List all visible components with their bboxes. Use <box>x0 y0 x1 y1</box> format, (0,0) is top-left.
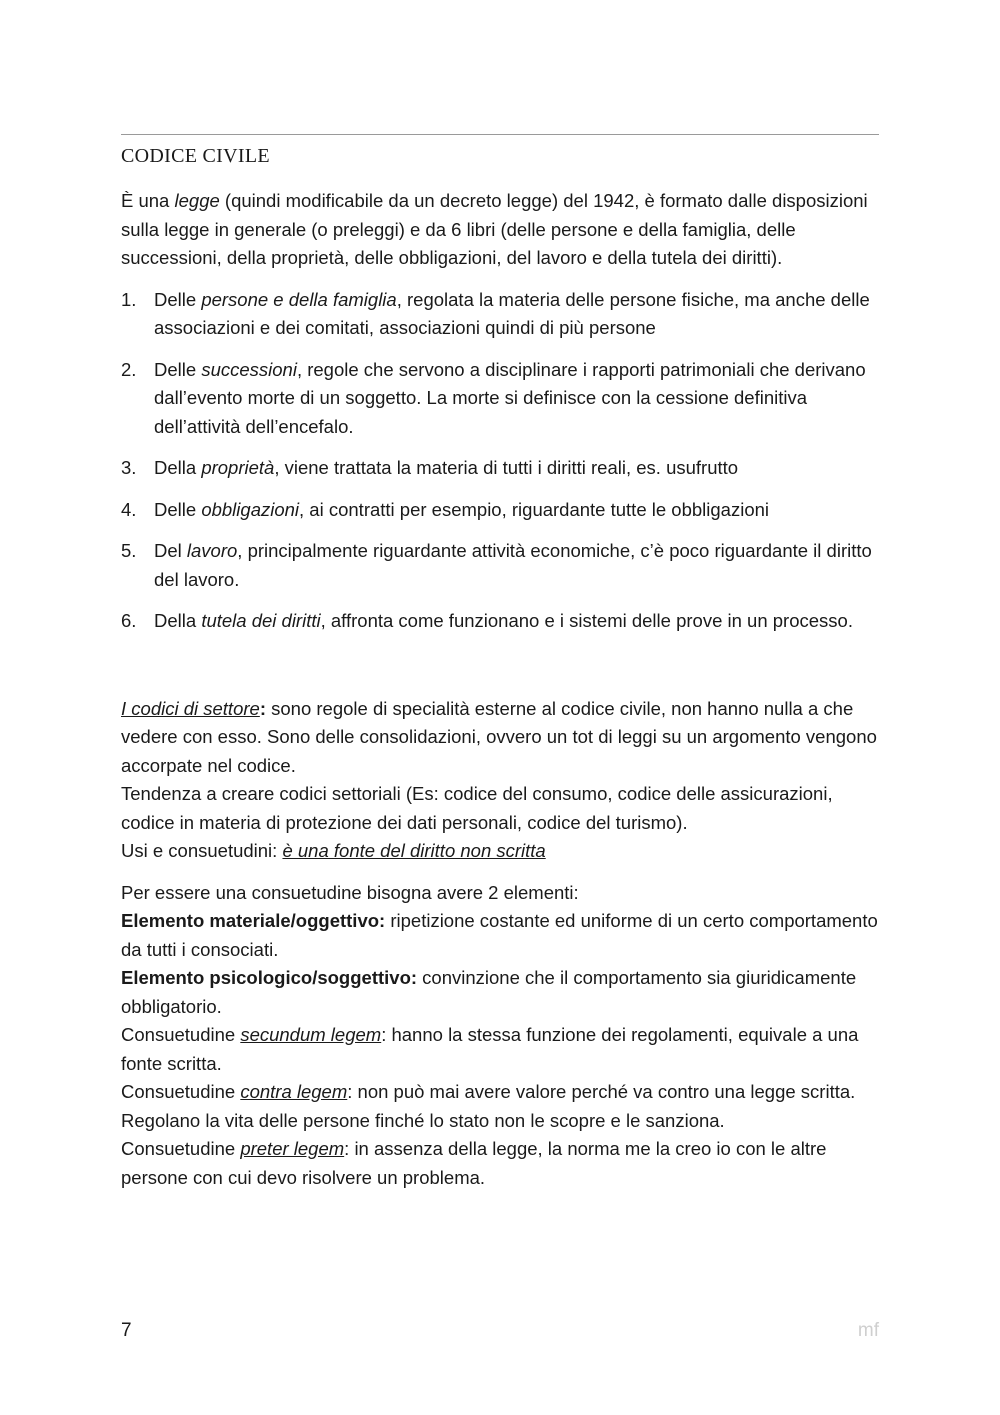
list-item-emphasis: persone e della famiglia <box>201 288 397 310</box>
spacer <box>121 649 879 695</box>
list-item-emphasis: proprietà <box>201 457 275 478</box>
list-item-text: , viene trattata la materia di tutti i diritti reali, es. usufrutto <box>274 457 739 478</box>
list-item <box>121 286 879 343</box>
list-item-pre: Della <box>154 610 202 631</box>
list-item-pre: Della <box>154 457 202 478</box>
list-item-text: , principalmente riguardante attività economiche, c’è poco riguardante il diritto del lavoro. <box>154 540 872 590</box>
list-item-emphasis: tutela dei diritti <box>201 610 321 631</box>
preter-pre: Consuetudine <box>121 1138 241 1159</box>
intro-text-end: (quindi modificabile da un decreto legge) del 1942, è formato dalle disposizioni sulla legge in generale (o preleggi) e da 6 libri (delle persone e della famiglia, delle successioni, della proprietà, delle obbligazioni, del lavoro e della tutela dei diritti). <box>121 190 868 268</box>
intro-paragraph <box>121 187 879 273</box>
material-element-text: ripetizione costante ed uniforme di un certo comportamento da tutti i consociati. <box>121 910 878 960</box>
secundum-pre: Consuetudine <box>121 1024 241 1045</box>
sector-codes-colon: : <box>259 697 266 719</box>
list-item-pre: Del <box>154 540 187 561</box>
page-number: 7 <box>121 1320 132 1341</box>
header-rule <box>121 134 879 135</box>
usi-paragraph <box>121 837 879 866</box>
footer-mark: mf <box>857 1320 879 1341</box>
list-item-number: 3. <box>121 457 137 478</box>
psych-element <box>121 964 879 1021</box>
list-item-number: 5. <box>121 540 137 561</box>
usi-label: Usi e consuetudini: <box>121 840 283 861</box>
list-item <box>121 356 879 442</box>
list-item-pre: Delle <box>154 358 202 380</box>
list-item-text: , regole che servono a disciplinare i rapporti patrimoniali che derivano dall’evento morte di un soggetto. La morte si definisce con la cessione definitiva dell’attività dell’encefalo. <box>154 358 866 437</box>
list-item-pre: Delle <box>154 288 202 310</box>
secundum-term: secundum legem <box>240 1024 382 1045</box>
secundum-legem <box>121 1021 879 1078</box>
secundum-text: : hanno la stessa funzione dei regolamenti, equivale a una fonte scritta. <box>121 1024 859 1074</box>
contra-text: : non può mai avere valore perché va contro una legge scritta. Regolano la vita delle persone finché lo stato non le scopre e le sanziona. <box>121 1081 856 1131</box>
psych-element-label: Elemento psicologico/soggettivo: <box>121 967 418 988</box>
list-item-emphasis: lavoro <box>186 540 238 561</box>
custom-intro: Per essere una consuetudine bisogna avere 2 elementi: <box>121 881 579 903</box>
preter-term: preter legem <box>240 1138 345 1159</box>
preter-legem <box>121 1135 879 1192</box>
contra-term: contra legem <box>240 1081 348 1102</box>
tendency-paragraph: Tendenza a creare codici settoriali (Es: codice del consumo, codice delle assicurazioni, codice in materia di protezione dei dati personali, codice del turismo). <box>121 783 833 833</box>
list-item-number: 4. <box>121 498 137 520</box>
sector-codes-paragraph <box>121 695 879 781</box>
material-element <box>121 907 879 964</box>
list-item <box>121 607 879 636</box>
list-item <box>121 496 879 525</box>
intro-text-start: È una <box>121 190 175 211</box>
list-item-emphasis: obbligazioni <box>201 498 300 520</box>
sector-codes-label: I codici di settore <box>121 697 260 719</box>
psych-element-text: convinzione che il comportamento sia giuridicamente obbligatorio. <box>121 967 857 1017</box>
list-item-text: , ai contratti per esempio, riguardante tutte le obbligazioni <box>299 498 770 520</box>
list-item-emphasis: successioni <box>201 358 297 380</box>
section-title: CODICE CIVILE <box>121 145 270 167</box>
list-item-number: 1. <box>121 288 137 310</box>
contra-legem <box>121 1078 879 1135</box>
list-item <box>121 454 879 483</box>
document-page <box>121 134 879 1192</box>
preter-text: : in assenza della legge, la norma me la creo io con le altre persone con cui devo risolvere un problema. <box>121 1138 827 1188</box>
list-item-pre: Delle <box>154 498 202 520</box>
books-list <box>121 286 879 636</box>
sector-codes-text: sono regole di specialità esterne al codice civile, non hanno nulla a che vedere con esso. Sono delle consolidazioni, ovvero un tot di leggi su un argomento vengono accorpate nel codice. <box>121 697 877 776</box>
list-item-text: , regolata la materia delle persone fisiche, ma anche delle associazioni e dei comitati, associazioni quindi di più persone <box>154 288 870 338</box>
list-item-number: 6. <box>121 610 137 631</box>
contra-pre: Consuetudine <box>121 1081 241 1102</box>
list-item <box>121 537 879 594</box>
usi-definition: è una fonte del diritto non scritta <box>282 840 546 861</box>
list-item-text: , affronta come funzionano e i sistemi delle prove in un processo. <box>320 610 853 631</box>
material-element-label: Elemento materiale/oggettivo: <box>121 910 386 931</box>
list-item-number: 2. <box>121 358 137 380</box>
intro-legge: legge <box>174 190 220 211</box>
